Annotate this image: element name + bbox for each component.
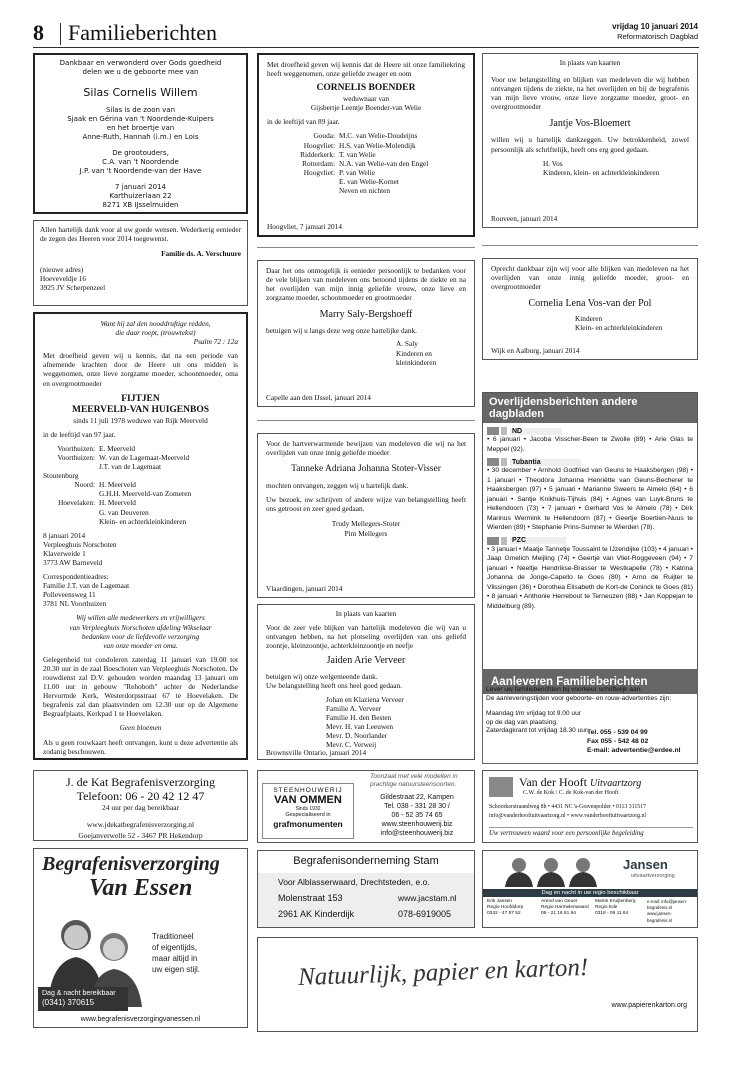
jansen-person-2-town: Regio Harmelenwaard — [541, 905, 589, 911]
jansen-email[interactable]: e-mail: info@jansen-begrafenis.nl — [647, 899, 688, 911]
stoter-intro: Voor de hartverwarmende bewijzen van medeleven die wij na het overlijden van onze innig geliefde moeder — [266, 439, 466, 458]
saly-name: Marry Saly-Bergshoeff — [319, 309, 413, 321]
vanommen-addr-1: Gildestraat 22, Kampen — [380, 794, 454, 801]
vanderhooft-title-it: Uitvaartzorg — [589, 778, 642, 789]
vosbloemert-thanks — [482, 53, 698, 228]
family-name: J.T. van de Lagemaat — [99, 462, 162, 472]
vosvanderpol-name: Cornelia Lena Vos-van der Pol — [528, 298, 652, 310]
verveer-intro: Voor de zeer vele blijken van hartelijk medeleven die wij van u ontvangen hebben, na het plotseling overlijden van ons geliefd zoontje, kleinzoontje, achterkleinzoontje en neefje — [266, 623, 466, 651]
verveer-thanks — [257, 604, 475, 760]
vanommen-ad — [257, 770, 475, 843]
stoter-sign-2: Pim Mellegers — [344, 528, 388, 538]
aanleveren-title: Aanleveren Familieberichten — [483, 670, 697, 694]
birth-grand-2: C.A. van 't Noordende — [102, 158, 179, 166]
birth-grand-3: J.P. van 't Noordende-van der Have — [79, 167, 202, 175]
saly-thanks-text: betuigen wij u langs deze weg onze hartelijke dank. — [266, 326, 417, 336]
family-name: H. Meerveld — [99, 480, 136, 490]
verse-ref: Psalm 72 : 12a — [193, 337, 238, 347]
vanessen-tag-1: Traditioneel — [152, 932, 194, 941]
vanderhooft-web[interactable]: info@vanderhooftuitvaartzorg.nl • www.vanderhooftuitvaartzorg.nl — [489, 813, 646, 819]
birth-street: Karthuizerlaan 22 — [109, 192, 172, 200]
vanommen-spec-1: Gespecialiseerd in — [285, 812, 331, 818]
vosbloemert-sign-1: H. Vos — [543, 158, 563, 168]
birth-parents-4: Anne-Ruth, Hannah (i.m.) en Lois — [82, 133, 199, 141]
meerveld-corr-1: Correspondentieadres: — [43, 572, 109, 582]
dekat-web: www.jdekatbegrafenisverzorging.nl — [86, 820, 195, 829]
jansen-sub: uitvaartverzorging — [631, 873, 675, 879]
family-name: M.C. van Welie-Doudeijns — [339, 131, 418, 141]
col2-rule-2 — [257, 420, 475, 421]
meerveld-cards: Als u geen rouwkaart heeft ontvangen, kunt u deze advertentie als zodanig beschouwen. — [43, 737, 238, 756]
meerveld-corr-4: 3781 NL Voorthuizen — [43, 599, 107, 609]
jansen-person-1-phone: 0342 - 47 87 52 — [487, 911, 521, 917]
aanleveren-line-5: Zaterdagkrant tot vrijdag 18.30 uur. — [486, 727, 589, 734]
vanderhooft-slogan: Uw vertrouwen waard voor een persoonlijke begeleiding — [489, 827, 693, 837]
header-paper: Reformatorisch Dagblad — [617, 32, 698, 41]
papierenkarton-ad — [257, 937, 698, 1032]
paper-nd-text: • 6 januari • Jacoba Visscher-Been te Zwolle (89) • Arie Glas te Meppel (92). — [487, 436, 693, 453]
birth-announcement — [33, 53, 248, 214]
meerveld-intro: Met droefheid geven wij u kennis, dat na een periode van afnemende krachten door de Heere uit ons midden is weggenomen, onze lieve zorgzame moeder, schoonmoeder, oma en overgrootmoeder — [43, 351, 238, 388]
vanommen-slogan-1: Toonzaal met vele modellen in — [370, 773, 458, 780]
verveer-sign-4: Mevr. H. van Leeuwen — [326, 721, 394, 731]
meerveld-flowers: Geen bloemen — [119, 723, 162, 733]
jansen-person-1-town: Regio Hoofddorp — [487, 905, 524, 911]
vanommen-brand-2: VAN OMMEN — [274, 794, 342, 806]
vanessen-title-1: Begrafenisverzorging — [42, 853, 220, 875]
meerveld-since: sinds 11 juli 1978 weduwe van Rijk Meerveld — [73, 415, 208, 425]
vanommen-logo — [262, 783, 354, 839]
header-date: vrijdag 10 januari 2014 — [612, 22, 698, 31]
jansen-person-2-name: Arend van Geuer — [541, 899, 578, 904]
vanderhooft-sub: C.W. de Kok / C. de Kok-van der Hooft — [523, 790, 619, 796]
jansen-person-1-name: Erik Jansen — [487, 899, 513, 904]
family-place: Hoogvliet: — [303, 140, 335, 150]
meerveld-addr-1: 8 januari 2014 — [43, 530, 86, 540]
family-name: P. van Welie — [339, 167, 375, 177]
meerveld-thanks-2: van Verpleeghuis Norschoten afdeling Wikselaar — [69, 622, 212, 632]
vanessen-web[interactable]: www.begrafenisverzorgingvanessen.nl — [80, 1016, 201, 1023]
verveer-thanks-2: Uw belangstelling heeft ons heel goed gedaan. — [266, 681, 402, 691]
stam-phone: 078-6919005 — [398, 909, 452, 919]
dekat-ad — [33, 770, 248, 841]
paper-pzc-name: PZC — [510, 537, 566, 544]
verveer-thanks-1: betuigen wij onze welgemeende dank. — [266, 672, 378, 682]
meerveld-name-2: MEERVELD-VAN HUIGENBOS — [72, 404, 209, 415]
saly-sign-3: kleinkinderen — [396, 357, 437, 367]
verse-line-1: Want hij zal den nooddruftige redden, — [100, 319, 211, 328]
col2-rule-1 — [257, 247, 475, 248]
paper-nd-name: ND — [510, 428, 562, 435]
stam-title: Begrafenisonderneming Stam — [293, 855, 439, 867]
vanderhooft-logo-icon — [489, 777, 513, 797]
stam-addr1: Molenstraat 153 — [278, 893, 343, 903]
vanessen-phone-box — [38, 987, 128, 1011]
family-place: Voorthuizen: — [57, 443, 95, 453]
overlijdens-box — [482, 392, 698, 692]
boender-family — [267, 131, 465, 195]
aanleveren-line-4: op de dag van plaatsing. — [486, 718, 558, 726]
vosbloemert-name: Jantje Vos-Bloemert — [549, 118, 631, 130]
verschuure-sign: Familie ds. A. Verschuure — [161, 249, 241, 259]
aanleveren-line-1: Lever uw familieberichten bij voorkeur schriftelijk aan. — [486, 686, 643, 693]
meerveld-funeral: Gelegenheid tot condoleren zaterdag 11 januari van 19.00 tot 20.30 uur in de zaal Boeschoten van Verpleeghuis Norschoten. De rouwdienst zal D.V. gehouden worden maandag 13 januari om 11.00 uur in gebouw "Rehoboth" achter de Nederlandse Hervormde Kerk, Westerdorpsstraat 67 te Hoevelaken. De begrafenis zal dan plaatsvinden om 12.30 uur op de Algemene Begraafplaats, Kerkpad 1 te Hoevelaken. — [43, 654, 238, 719]
stoter-thanks-text: mochten ontvangen, zeggen wij u hartelijk dank. — [266, 481, 409, 491]
paper-pzc-text: • 3 januari • Maatje Tannetje Toussaint te IJzendijke (103) • 4 januari • Jaap Gmelich Meijling (74) • Geertje van Vliet-Roggeveen (94) • 7 januari • Neeltje Hendrikse-Brasser te Westkapelle (78) • Katrina Johanna de Jonge-Capello te Goes (80) • Arno de Ruijter te Vlissingen (36) • Dorothea Elisabeth de Kort-de Coninck te Goes (81) • 8 januari • Anthonie Herrebout te Terneuzen (88) • Jan Koppejan te Middelburg (89). — [487, 545, 693, 610]
family-name: G.H.H. Meerveld-van Zomeren — [99, 489, 192, 499]
vanessen-ad — [33, 848, 248, 1028]
family-place: Ridderkerk: — [300, 149, 335, 159]
verschuure-addr-3: 3925 JV Scherpenzeel — [40, 283, 106, 293]
dekat-phone: Telefoon: 06 - 20 42 12 47 — [76, 789, 205, 803]
stam-web[interactable]: www.jacstam.nl — [398, 893, 457, 903]
paper-label-nd — [487, 427, 693, 435]
aanleveren-line-2: De aanleveringstijden voor geboorte- en rouw-advertenties zijn; — [486, 694, 672, 702]
boender-intro: Met droefheid geven wij kennis dat de Heere uit onze familiekring heeft weggenomen, onze geliefde zwager en oom — [267, 60, 465, 79]
verveer-sign-2: Familie A. Verveer — [326, 703, 382, 713]
vanommen-addr-2: Tel. 038 - 331 28 30 / — [384, 803, 450, 810]
meerveld-thanks-1: Wij willen alle medewerkers en vrijwilligers — [76, 613, 205, 623]
vanderhooft-ad — [482, 770, 698, 843]
jansen-person-3-town: Regio Ede — [595, 905, 618, 911]
boender-sub-1: weduwnaar van — [343, 94, 389, 104]
boender-obituary — [257, 53, 475, 237]
page-number: 8 — [33, 20, 44, 45]
meerveld-name-1: FIJTJEN — [121, 393, 160, 404]
vosvanderpol-sign-2: Klein- en achterkleinkinderen — [575, 323, 663, 333]
jansen-band: Dag en nacht in uw regio beschikbaar — [483, 889, 697, 897]
stoter-footer: Vlaardingen, januari 2014 — [266, 583, 343, 593]
family-place: Stoutenburg — [43, 471, 79, 481]
aanleveren-email[interactable]: E-mail: advertentie@erdee.nl — [587, 747, 681, 754]
vosbloemert-head: In plaats van kaarten — [559, 58, 621, 67]
family-place: Hoogvliet: — [303, 167, 335, 177]
stam-line1: Voor Alblasserwaard, Drechtsteden, e.o. — [278, 877, 430, 887]
verveer-sign-3: Familie H. den Besten — [326, 712, 392, 722]
meerveld-thanks-4: van onze moeder en oma. — [103, 640, 178, 650]
birth-date: 7 januari 2014 — [115, 183, 166, 191]
saly-sign-2: Kinderen en — [396, 348, 432, 358]
col3-rule-1 — [482, 245, 698, 246]
aanleveren-tel: Tel. 055 - 539 04 99 — [587, 729, 648, 736]
stoter-name: Tanneke Adriana Johanna Stoter-Visser — [291, 464, 441, 475]
vanessen-tag-3: maar altijd in — [152, 954, 198, 963]
paper-tubantia-name: Tubantia — [510, 459, 581, 466]
vosvanderpol-footer: Wijk en Aalburg, januari 2014 — [491, 345, 580, 355]
vosvanderpol-sign-1: Kinderen — [575, 314, 603, 324]
family-name: N.A. van Welie-van den Engel — [339, 158, 429, 168]
vosbloemert-sign-2: Kinderen, klein- en achterkleinkinderen — [543, 167, 660, 177]
jansen-brand: Jansen — [623, 857, 668, 872]
meerveld-addr-4: 3773 AW Barneveld — [43, 557, 103, 567]
birth-intro-1: Dankbaar en verwonderd over Gods goedheid — [59, 59, 222, 67]
family-name: E. Meerveld — [99, 443, 136, 453]
birth-parents-2: Sjaak en Gérina van 't Noordende-Kuipers — [67, 115, 214, 123]
family-name: E. van Welie-Kornet — [339, 176, 399, 186]
meerveld-corr-2: Familie J.T. van de Lagemaat — [43, 581, 130, 591]
family-place: Voorthuizen: — [57, 452, 95, 462]
dekat-title: J. de Kat Begrafenisverzorging — [65, 775, 216, 789]
verschuure-addr-1: (nieuwe adres) — [40, 265, 84, 275]
vanommen-addr-4[interactable]: www.steenhouwerij.biz — [381, 821, 453, 828]
birth-name: Silas Cornelis Willem — [83, 86, 198, 99]
birth-parents-1: Silas is de zoon van — [105, 106, 176, 114]
saly-intro: Daar het ons onmogelijk is eenieder persoonlijk te bedanken voor de vele blijken van medeleven ons betoond tijdens de ziekte en na het overlijden van mijn innig geliefde vrouw, onze lieve en zorgzame moeder, schoonmoeder en grootmoeder — [266, 266, 466, 303]
meerveld-corr-3: Polleveensweg 11 — [43, 590, 96, 600]
family-name: W. van de Lagemaat-Meerveld — [99, 452, 190, 462]
verveer-name: Jaiden Arie Verveer — [326, 655, 406, 667]
birth-intro-2: delen we u de geboorte mee van — [82, 68, 199, 76]
stoter-thanks — [257, 433, 475, 598]
meerveld-addr-3: Klaverweide 1 — [43, 548, 86, 558]
vanommen-brand-1: STEENHOUWERIJ — [273, 787, 343, 794]
family-place: Gouda: — [313, 131, 335, 141]
meerveld-family — [43, 444, 238, 526]
jansen-web[interactable]: www.jansen-begrafenis.nl — [647, 911, 673, 923]
section-title: Familieberichten — [68, 20, 218, 45]
family-place: Rotterdam: — [302, 158, 335, 168]
meerveld-age: in de leeftijd van 97 jaar. — [43, 429, 116, 439]
jansen-person-2-phone: 06 - 21 16 61 94 — [541, 911, 576, 917]
family-name: Klein- en achterkleinkinderen — [99, 516, 187, 526]
family-name: H. Meerveld — [99, 498, 136, 508]
aanleveren-line-3: Maandag t/m vrijdag tot 9.00 uur — [486, 710, 581, 717]
saly-footer: Capelle aan den IJssel, januari 2014 — [266, 392, 371, 402]
meerveld-thanks-3: bedanken voor de liefdevolle verzorging — [81, 631, 200, 641]
family-place: Noord: — [74, 480, 95, 490]
birth-grand-1: De grootouders, — [112, 149, 169, 157]
paper-tubantia-text: • 30 december • Arnhold Godfried van Geuns te Haaksbergen (98) • 1 januari • Theodora Johanna Henriëtte van Geuns-Becherer te Haaksbergen (97) • 5 januari • Marianne Sweers te Almelo (64) • 6 januari • Santje Knikhuis-Tijhuis (84) • Agnes van Luyk-Bruns te Hellendoorn (73) • 7 januari • Gerhard Vos te Almelo (78) • Dirk Marinus Wermink te Hellendoorn (87) • Geertje Boertien-Nuus te Wierden (89) • Stephanie Prins-Sumner te Wierden (78). — [487, 467, 693, 531]
papierenkarton-web[interactable]: www.papierenkarton.org — [611, 1002, 687, 1009]
jansen-ad — [482, 850, 698, 928]
vanommen-spec-2: grafmonumenten — [273, 819, 343, 829]
aanleveren-fax: Fax 055 - 542 48 02 — [587, 738, 649, 745]
verschuure-addr-2: Hoeveveldje 16 — [40, 274, 86, 284]
vanderhooft-addr: Schoorkerstraandweg 8b • 4431 NC 's-Gravenpolder • 0113 311517 — [489, 804, 646, 810]
stoter-sign-1: Trudy Mellegers-Stoter — [331, 519, 401, 529]
vanommen-addr-5[interactable]: info@steenhouwerij.biz — [380, 830, 454, 837]
family-name: T. van Welie — [339, 149, 376, 159]
papierenkarton-slogan: Natuurlijk, papier en karton! — [297, 953, 589, 992]
birth-postcode: 8271 XB IJsselmuiden — [102, 201, 179, 209]
vanommen-addr-3: 06 - 52 35 74 65 — [391, 812, 443, 819]
stoter-body: Uw bezoek, uw schrijven of andere wijze van belangstelling heeft ons getroost en zeer goed gedaan. — [266, 495, 466, 514]
family-place — [43, 517, 95, 526]
vanessen-tag-2: of eigentijds, — [152, 943, 197, 952]
vanommen-since: Sinds 1932 — [295, 806, 321, 812]
family-place: Hoevelaken: — [58, 498, 95, 508]
verveer-sign-5: Mevr. D. Noorlander — [326, 730, 388, 740]
vanderhooft-title: Van der Hooft — [519, 775, 587, 789]
verschuure-text: Allen hartelijk dank voor al uw goede wensen. Wederkerig eenieder de zegen des Heeren voor 2014 toegewenst. — [40, 225, 241, 244]
family-name: G. van Deuveren — [99, 507, 149, 517]
vanessen-tag-4: uw eigen stijl. — [152, 965, 201, 974]
meerveld-addr-2: Verpleeghuis Norschoten — [43, 539, 117, 549]
verveer-sign-6: Mevr. C. Verweij — [326, 740, 377, 750]
boender-name: CORNELIS BOENDER — [316, 83, 416, 94]
stam-ad — [257, 850, 475, 928]
paper-label-tubantia — [487, 458, 693, 466]
vosvanderpol-thanks — [482, 258, 698, 360]
jansen-person-3-phone: 0318 - 06 11 84 — [595, 911, 629, 917]
verschuure-thanks — [33, 220, 248, 306]
saly-sign-1: A. Saly — [396, 339, 418, 349]
verse-line-2: die daar roept, (trouwtekst) — [115, 328, 196, 338]
vanessen-phone: (0341) 370615 — [42, 998, 95, 1007]
vosbloemert-thanks-text: willen wij u hartelijk dankzeggen. Uw betrokkenheid, zowel persoonlijk als schriftelijk, heeft ons erg goed gedaan. — [491, 135, 689, 154]
overlijdens-title: Overlijdensberichten andere dagbladen — [483, 393, 697, 423]
family-name: Neven en nichten — [339, 186, 391, 196]
header-rule — [33, 47, 699, 48]
dekat-addr: Goejanverwelle 52 - 3467 PR Hekendorp — [78, 831, 203, 840]
jansen-photo — [501, 855, 601, 887]
header-divider — [60, 23, 61, 45]
vosbloemert-footer: Rouveen, januari 2014 — [491, 213, 558, 223]
paper-label-pzc — [487, 537, 693, 545]
boender-footer: Hoogvliet, 7 januari 2014 — [267, 221, 342, 231]
dekat-sub: 24 uur per dag bereikbaar — [101, 803, 180, 812]
vosbloemert-intro: Voor uw belangstelling en blijken van medeleven die wij hebben ontvangen tijdens de ziekte, na het overlijden en bij de begrafenis van mijn lieve vrouw, onze lieve zorgzame moeder, groot- en overgrootmoeder — [491, 75, 689, 112]
vanessen-title-2: Van Essen — [89, 875, 193, 901]
verveer-sign-1: Johan en Klaziena Verveer — [326, 694, 404, 704]
saly-thanks — [257, 260, 475, 407]
jansen-person-3-name: Martin Kruijtenberg — [595, 899, 636, 904]
meerveld-obituary — [33, 312, 248, 760]
boender-sub-2: Gijsbertje Leentje Boender-van Welie — [310, 103, 422, 113]
family-name: H.S. van Welie-Molendijk — [339, 140, 416, 150]
birth-parents-3: en het broertje van — [106, 124, 175, 132]
stam-addr2: 2961 AK Kinderdijk — [278, 909, 355, 919]
vosvanderpol-intro: Oprecht dankbaar zijn wij voor alle blijken van medeleven na het overlijden van onze innig geliefde moeder, groot- en overgrootmoeder — [491, 264, 689, 292]
verveer-footer: Brownsville Ontario, januari 2014 — [266, 747, 367, 757]
vanommen-slogan-2: prachtige natuursteensoorten. — [370, 781, 457, 788]
verveer-head: In plaats van kaarten — [335, 609, 397, 618]
boender-age: in de leeftijd van 89 jaar. — [267, 117, 340, 127]
vanessen-hours: Dag & nacht bereikbaar — [42, 990, 116, 997]
